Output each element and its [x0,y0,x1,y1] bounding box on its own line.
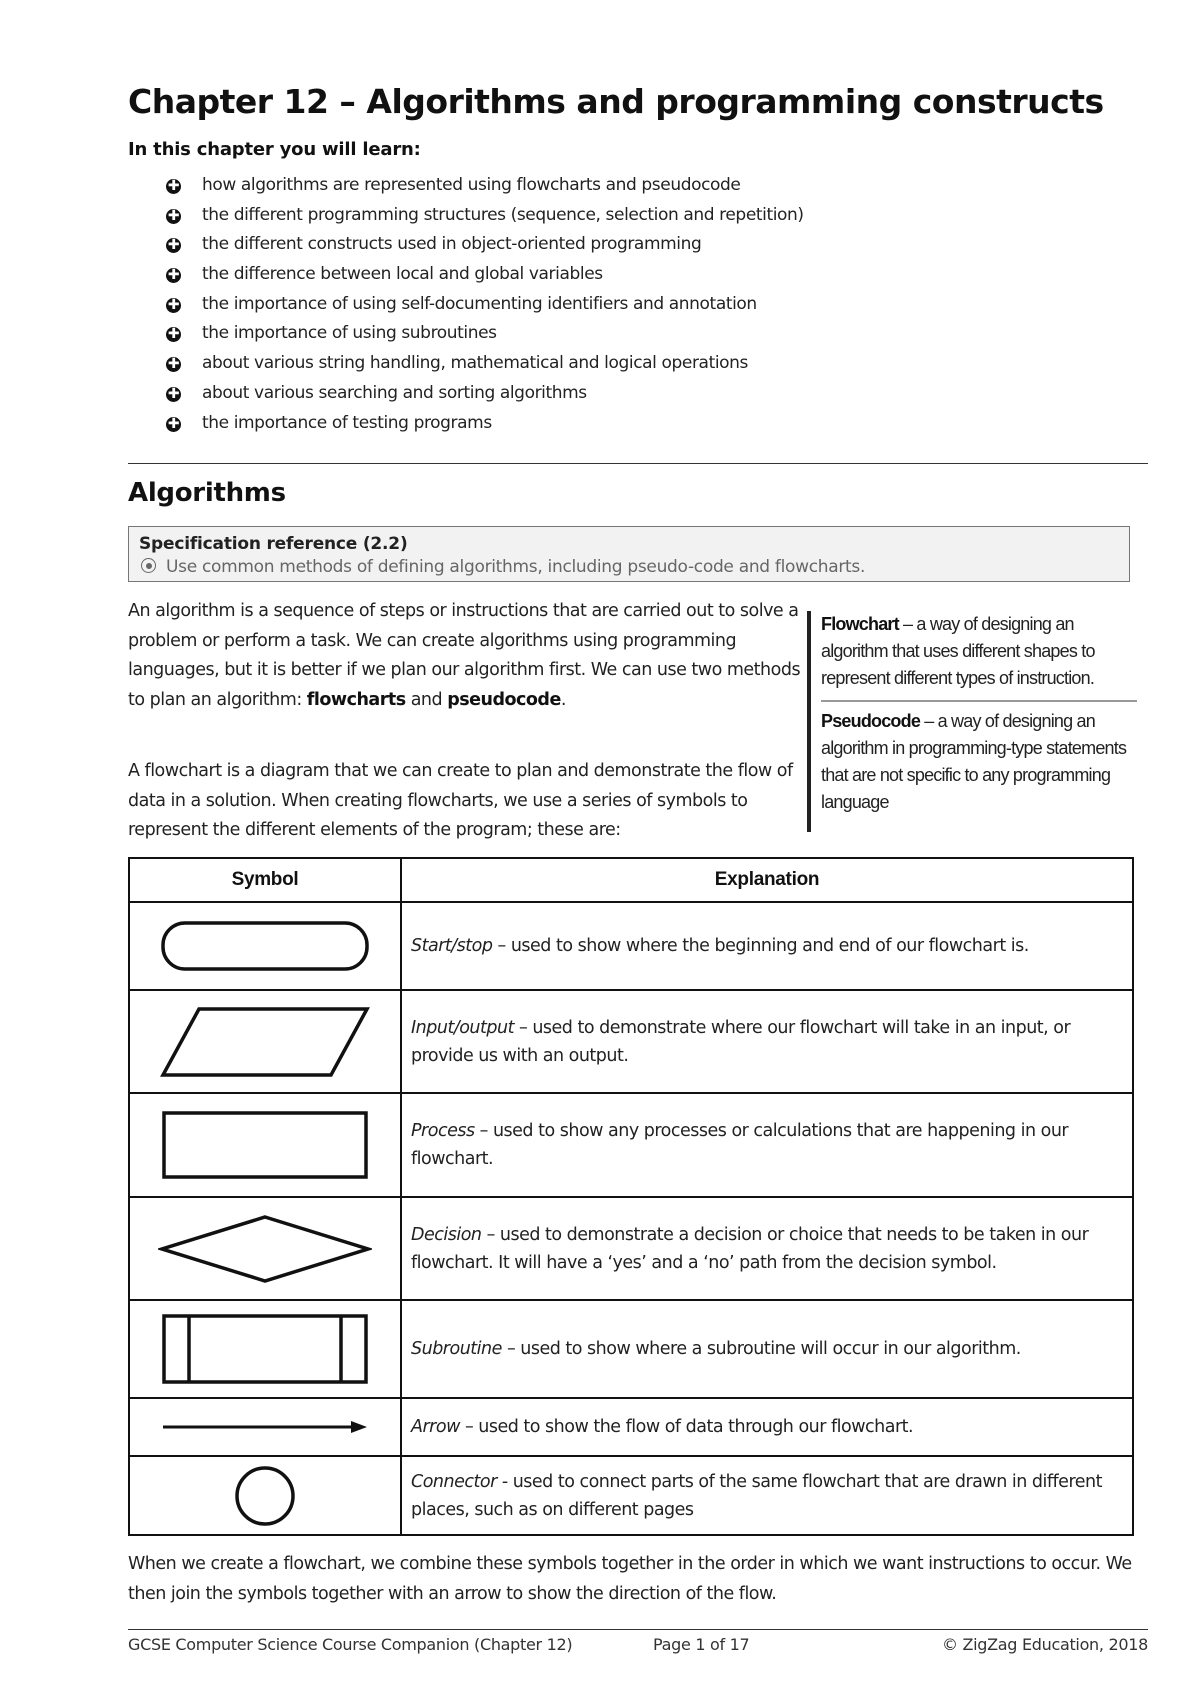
explanation-cell [401,990,1133,1093]
column-header-explanation: Explanation [401,858,1133,902]
list-item-text: the different constructs used in object-oriented programming [202,234,702,255]
symbol-description: – used to demonstrate a decision or choice that needs to be taken in our flowchart. It will have a ‘yes’ and a ‘no’ path from the decision symbol. [411,1224,1089,1273]
specification-box [128,526,1130,582]
list-item-text: the different programming structures (sequence, selection and repetition) [202,204,804,225]
plus-bullet-icon: ✚ [167,356,180,373]
symbol-description: – used to show where a subroutine will occur in our algorithm. [501,1339,1021,1359]
list-item [164,319,804,349]
explanation-cell [401,902,1133,990]
symbol-cell [129,1197,401,1300]
explanation-cell [401,1093,1133,1197]
table-row [129,1398,1133,1456]
keyword-pseudocode: pseudocode [447,689,561,710]
symbol-cell [129,1398,401,1456]
list-item [164,260,804,290]
section-divider [128,463,1148,464]
list-item [164,171,804,201]
symbol-description: – used to demonstrate where our flowchart will take in an input, or provide us with an output. [411,1017,1071,1066]
symbol-cell [129,990,401,1093]
list-item-text: how algorithms are represented using flowcharts and pseudocode [202,175,741,195]
paragraph-text: An algorithm is a sequence of steps or instructions that are carried out to solve a problem or perform a task. We can create algorithms using programming languages, but it is better if we plan our algorithm first. We can use two methods to plan an algorithm: [128,601,801,710]
list-item [164,379,804,409]
list-item-text: the importance of using subroutines [202,323,497,344]
glossary-definition: – a way of designing an algorithm in programming-type statements that are not specific to any programming language [821,711,1127,812]
list-item-text: the importance of using self-documenting identifiers and annotation [202,293,757,314]
symbol-description: - used to connect parts of the same flowchart that are drawn in different places, such as on different pages [411,1471,1102,1520]
symbol-name: Decision [411,1224,482,1245]
table-row [129,1300,1133,1398]
footer-page-number: Page 1 of 17 [653,1635,750,1654]
learn-list [164,171,804,438]
symbol-cell [129,1300,401,1398]
plus-bullet-icon: ✚ [167,326,180,343]
start-stop-terminator-icon [160,920,370,972]
symbol-name: Input/output [411,1017,514,1038]
symbol-name: Process [411,1121,475,1141]
glossary-entry-flowchart [821,611,1137,692]
list-item-text: about various string handling, mathematical and logical operations [202,353,748,374]
arrow-icon [161,1417,369,1437]
list-item-text: the importance of testing programs [202,412,492,433]
list-item-text: about various searching and sorting algorithms [202,382,587,403]
flowchart-symbols-table [128,857,1134,1536]
explanation-cell [401,1398,1133,1456]
footer-course-title: GCSE Computer Science Course Companion (Chapter 12) [128,1635,573,1654]
section-title: Algorithms [128,478,286,508]
symbol-name: Subroutine [411,1339,502,1359]
list-item [164,201,804,231]
explanation-cell [401,1456,1133,1535]
plus-bullet-icon: ✚ [167,207,180,224]
connector-circle-icon [232,1463,298,1529]
plus-bullet-icon: ✚ [167,178,180,194]
glossary-definition: – a way of designing an algorithm that uses different shapes to represent different types of instruction. [821,614,1095,688]
specification-item-text: Use common methods of defining algorithms, including pseudo-code and flowcharts. [166,557,866,577]
symbol-name: Arrow [411,1417,460,1437]
table-row [129,902,1133,990]
table-row [129,1197,1133,1300]
list-item [164,230,804,260]
glossary-sidebar [807,611,1137,832]
symbol-description: – used to show the flow of data through our flowchart. [459,1417,914,1437]
intro-paragraph [128,597,808,715]
input-output-parallelogram-icon [159,1006,371,1078]
table-row [129,1093,1133,1197]
footer-divider [128,1629,1148,1630]
list-item [164,349,804,379]
glossary-term: Pseudocode [821,711,921,731]
footer-copyright: © ZigZag Education, 2018 [941,1635,1148,1654]
plus-bullet-icon: ✚ [167,237,180,254]
glossary-term: Flowchart [821,614,899,634]
flowchart-paragraph: A flowchart is a diagram that we can create to plan and demonstrate the flow of data in a solution. When creating flowcharts, we use a series of symbols to represent the different elements of the program; these are: [128,761,793,840]
specification-title: Specification reference (2.2) [139,534,408,554]
explanation-cell [401,1197,1133,1300]
paragraph-text: . [560,689,566,710]
symbol-name: Connector [411,1471,497,1492]
table-row [129,1456,1133,1535]
explanation-cell [401,1300,1133,1398]
chapter-title: Chapter 12 – Algorithms and programming constructs [128,82,1104,121]
plus-bullet-icon: ✚ [167,267,180,284]
decision-diamond-icon [158,1214,372,1284]
symbol-description: – used to show where the beginning and end of our flowchart is. [492,936,1029,956]
symbol-cell [129,1093,401,1197]
glossary-entry-pseudocode [821,708,1137,816]
learn-heading: In this chapter you will learn: [128,139,421,160]
process-rectangle-icon [161,1110,369,1180]
plus-bullet-icon: ✚ [167,296,180,313]
column-header-symbol: Symbol [129,858,401,902]
symbol-description: – used to show any processes or calculations that are happening in our flowchart. [411,1121,1069,1169]
table-row [129,990,1133,1093]
list-item [164,290,804,320]
subroutine-box-icon [161,1313,369,1385]
glossary-divider [821,700,1137,702]
symbol-cell [129,1456,401,1535]
list-item [164,409,804,439]
symbol-cell [129,902,401,990]
keyword-flowcharts: flowcharts [306,689,406,710]
paragraph-text: and [405,689,448,710]
specification-item [139,556,1119,579]
table-header-row [129,858,1133,902]
closing-paragraph: When we create a flowchart, we combine these symbols together in the order in which we want instructions to occur. We then join the symbols together with an arrow to show the direction of the flow. [128,1554,1132,1604]
symbol-name: Start/stop [411,936,493,956]
target-bullet-icon [141,558,156,573]
list-item-text: the difference between local and global variables [202,264,603,285]
plus-bullet-icon: ✚ [167,415,180,432]
plus-bullet-icon: ✚ [167,385,180,402]
